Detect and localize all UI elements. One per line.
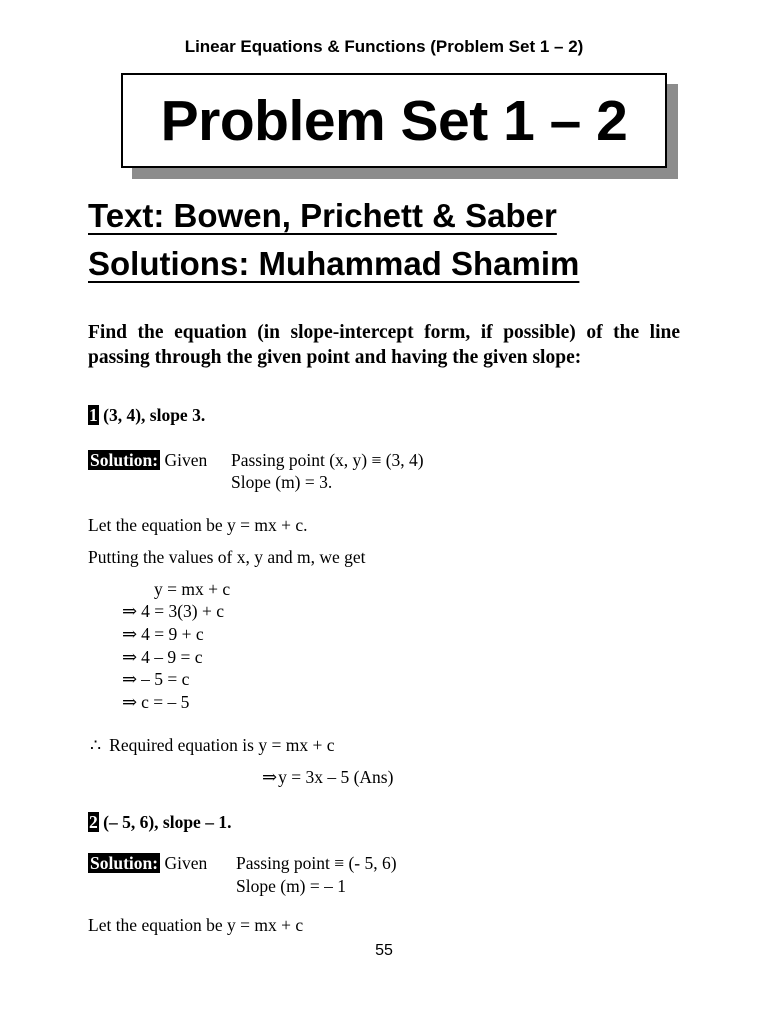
problem-1-statement [88,405,205,426]
given-point: Passing point ≡ (- 5, 6) [236,853,397,873]
implies-icon: ⇒ [262,767,278,787]
implies-icon: ⇒ [122,669,138,689]
therefore-icon: ∴ [90,735,102,755]
solution-label: Solution: [90,450,159,470]
implies-icon: ⇒ [122,601,138,621]
given-label: Given [164,450,208,470]
problem-2-statement [88,812,231,833]
problem-2-solution-line [88,853,207,874]
page-number: 55 [375,942,393,959]
problem-number-badge: 2 [89,812,98,832]
given-label: Given [164,853,208,873]
step-line: ⇒ 4 – 9 = c [122,647,203,667]
step-line: ⇒ 4 = 9 + c [122,624,204,644]
step-line: ⇒ 4 = 3(3) + c [122,601,225,621]
implies-icon: ⇒ [122,647,138,667]
instructions: Find the equation (in slope-intercept form, if possible) of the line passing through the given point and having the given slope: [88,322,680,368]
given-point: Passing point (x, y) ≡ (3, 4) [231,450,424,470]
problem-number-badge: 1 [89,405,98,425]
substitution-text: Putting the values of x, y and m, we get [88,547,366,567]
implies-icon: ⇒ [122,624,138,644]
solutions-credit: Solutions: Muhammad Shamim [88,245,580,282]
step-line: ⇒ – 5 = c [122,669,190,689]
problem-text: (– 5, 6), slope – 1. [98,812,232,832]
problem-1-solution-line [88,450,207,471]
step-line: ⇒ c = – 5 [122,692,190,712]
step-line: y = mx + c [154,579,231,599]
answer-line: ⇒y = 3x – 5 (Ans) [262,767,394,787]
given-slope: Slope (m) = 3. [231,472,333,492]
conclusion-line: ∴ Required equation is y = mx + c [90,735,335,755]
equation-assumption: Let the equation be y = mx + c [88,915,304,935]
given-slope: Slope (m) = – 1 [236,876,346,896]
text-credit: Text: Bowen, Prichett & Saber [88,197,557,234]
problem-text: (3, 4), slope 3. [98,405,206,425]
implies-icon: ⇒ [122,692,138,712]
running-header: Linear Equations & Functions (Problem Set 1 – 2) [184,37,584,56]
equation-assumption: Let the equation be y = mx + c. [88,515,308,535]
solution-label: Solution: [90,853,159,873]
page-title: Problem Set 1 – 2 [121,73,667,168]
